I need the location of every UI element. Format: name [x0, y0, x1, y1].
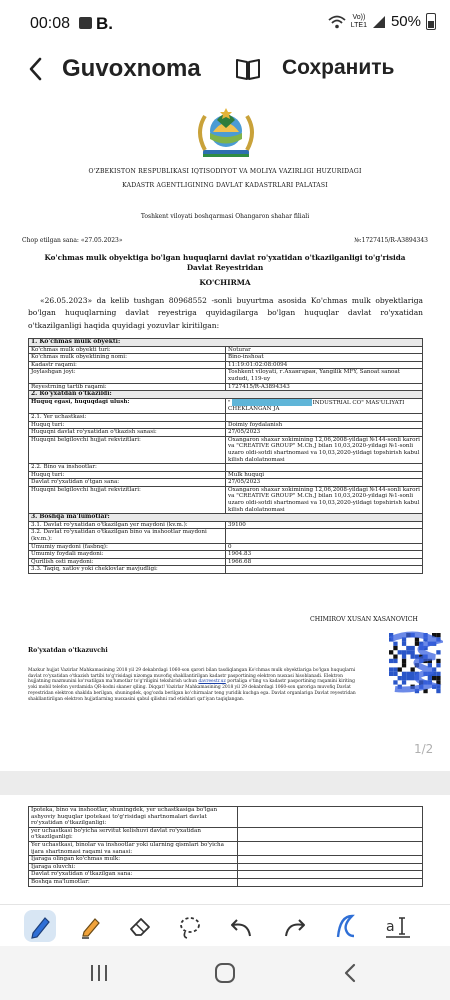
row-label: 2.1. Yer uchastkasi: — [29, 413, 226, 421]
eraser-icon[interactable] — [124, 910, 156, 942]
battery-percent: 50% — [390, 13, 421, 30]
svg-text:a: a — [386, 919, 395, 935]
row-value — [226, 464, 423, 472]
row-value: 39100 — [226, 521, 423, 529]
table-row — [29, 841, 423, 855]
row-value: 27/05/2023 — [226, 479, 423, 487]
table-row — [29, 413, 423, 421]
text-recognition-icon[interactable] — [382, 910, 414, 942]
row-value: 1904.83 — [226, 551, 423, 559]
table-row — [29, 529, 423, 543]
row-value: 1966.68 — [226, 558, 423, 566]
document-page-2 — [0, 795, 450, 904]
row-label: yer uchastkasi bo'yicha servitut kelishuvi davlat ro'yxatidan o'tkazilganligi: — [29, 827, 238, 841]
row-value: 27/05/2023 — [226, 429, 423, 437]
pen-icon[interactable] — [24, 910, 56, 942]
row-label: Ijaraga olingan ko'chmas mulk: — [29, 856, 238, 864]
intro-paragraph: «26.05.2023» da kelib tushgan 80968552 -sonli buyurtma asosida Ko'chmas mulk obyektlariga bo'lgan huquqlarning davlat reyestriga quyidagilarga bo'lgan huquqlar davlat ro'yxatidan o'tkazilganligi haqida quyidagi yozuvlar kiritilgan: — [28, 296, 423, 330]
home-icon[interactable] — [212, 960, 238, 986]
row-value — [238, 827, 423, 841]
document-page-1 — [0, 96, 450, 771]
row-label: 3.1. Davlat ro'yxatidan o'tkazilgan yer maydoni (kv.m.): — [29, 521, 226, 529]
section-heading: 1. Ko'chmas mulk obyekti: — [29, 339, 423, 347]
table-row — [29, 863, 423, 871]
row-label: Boshqa ma'lumotlar: — [29, 878, 238, 886]
row-label: 3.2. Davlat ro'yxatidan o'tkazilgan bino va inshootlar maydoni (kv.m.): — [29, 529, 226, 543]
table-row — [29, 354, 423, 362]
row-label: Ipoteka, bino va inshootlar, shuningdek, yer uchastkasiga bo'lgan ashyoviy huquqlar ipotekasi to'g'risidagi shartnomalari davlat ro'yxatidan o'tkazilganligi: — [29, 807, 238, 828]
row-value — [226, 529, 423, 543]
table-row — [29, 871, 423, 879]
row-label: Huquqni davlat ro'yxatidan o'tkazish sanasi: — [29, 429, 226, 437]
row-label: Huquq turi: — [29, 471, 226, 479]
network-indicator: Vo)) LTE1 — [350, 13, 367, 29]
gallery-icon — [79, 17, 92, 29]
row-label: Joylashgan joyi: — [29, 369, 226, 383]
property-details-table — [28, 338, 423, 574]
table-row — [29, 391, 423, 399]
table-row — [29, 514, 423, 522]
table-row — [29, 421, 423, 429]
row-value — [238, 807, 423, 828]
branch-name: Toshkent viloyati boshqarmasi Ohangaron shahar filiali — [140, 213, 310, 220]
table-row — [29, 566, 423, 574]
row-value: Bino-inshoat — [226, 354, 423, 362]
legal-footnote: Mazkur hujjat Vazirlar Mahkamasining 2018 yil 29 dekabrdagi 1060-son qarori bilan tasdiqlangan Ko'chmas mulk obyektlariga bo'lgan huquqlarni davlat ro'yxatidan o'tkazish tartibi to'g'risidagi nizomga muvofiq shakllantirilgan kadastr pasportining elektron nusxasi hisoblanadi. Elektron hujjatning mazmunini ko'rsatilgan ma'lumotlar to'g'riligini tekshirish uchun davreestr.uz portaliga o'ting va kadastr pasportining raqamini kiriting yoki mobil telefon yordamida QR-kodni skaner qiling. Diqqat! Vazirlar Mahkamasining 2018 yil 29 dekabrdagi 1060-son qaroriga muvofiq Davlat reyestridan elektron shaklda berilgan, shuningdek, qog'ozda berilgan ko'chirmalar teng yuridik kuchga ega. Davlat organlariga Davlat reyestridan shakllantirilgan elektron hujjatlarning nusxasini qabul qilishni rad etishlari qat'iyan taqiqlangan. — [28, 668, 356, 702]
row-label: Umumiy foydali maydoni: — [29, 551, 226, 559]
row-value: 1727415/R-A3894343 — [226, 383, 423, 391]
row-value: Mulk huquqi — [226, 471, 423, 479]
row-value — [238, 878, 423, 886]
row-value: Noturar — [226, 346, 423, 354]
row-label: 2.2. Bino va inshootlar: — [29, 464, 226, 472]
document-subtitle: KO'CHIRMA — [199, 278, 251, 287]
qr-code-icon — [385, 627, 443, 697]
row-value: 11:19:01:02:08:0094 — [226, 361, 423, 369]
recents-icon[interactable] — [86, 960, 112, 986]
row-label: Huquq turi: — [29, 421, 226, 429]
highlighter-icon[interactable] — [74, 910, 106, 942]
issued-date: Chop etilgan sana: «27.05.2023» — [22, 237, 123, 244]
table-row — [29, 856, 423, 864]
table-row — [29, 429, 423, 437]
section-heading: 2. Ro'yxatdan o'tkazildi: — [29, 391, 423, 399]
row-label: Reyestrning tartib raqami: — [29, 383, 226, 391]
row-value — [238, 871, 423, 879]
row-value: Doimiy foydalanish — [226, 421, 423, 429]
row-value — [238, 863, 423, 871]
table-row — [29, 543, 423, 551]
annotation-toolbar — [0, 904, 450, 946]
table-row — [29, 827, 423, 841]
undo-icon[interactable] — [226, 910, 258, 942]
table-row — [29, 464, 423, 472]
table-row — [29, 346, 423, 354]
system-nav-bar — [0, 946, 450, 1000]
document-heading: Ko'chmas mulk obyektiga bo'lgan huquqlarni davlat ro'yxatidan o'tkazilganligi to'g'risida Davlat Reyestridan — [44, 253, 406, 272]
row-label: Ijaraga oluvchi: — [29, 863, 238, 871]
row-label: Huquqni belgilovchi hujjat rekvizitlari: — [29, 486, 226, 513]
carrier-badge: B. — [96, 14, 113, 33]
row-value: Oxangaron shaxar xokimining 12,06,2008-yildagi №144-sonli karori va "CREATIVE GROUP" M.Ch.J bilan 10,03,2020-yildagi №1-sonli uzaro oldi-sotdi shartnomasi va 10,03,2020-yildagi topshirish kabul kilish dalolatnomasi — [226, 486, 423, 513]
signal-icon — [372, 15, 386, 29]
back-nav-icon[interactable] — [338, 960, 364, 986]
spen-icon[interactable] — [330, 910, 362, 942]
table-row — [29, 551, 423, 559]
davreestr-link[interactable]: davreestr.uz — [198, 679, 226, 685]
row-value — [226, 566, 423, 574]
row-value: Oxangaron shaxar xokimining 12,06,2008-yildagi №144-sonli karori va "CREATIVE GROUP" M.Ch.J bilan 10,03,2020-yildagi №1-sonli uzaro oldi-sotdi shartnomasi va 10,03,2020-yildagi topshirish kabul kilish dalolatnomasi — [226, 436, 423, 463]
lasso-select-icon[interactable] — [174, 910, 206, 942]
table-row — [29, 383, 423, 391]
table-row — [29, 339, 423, 347]
row-label: Davlat ro'yxatidan o'tkazilgan sana: — [29, 871, 238, 879]
document-number: №:1727415/R-A3894343 — [353, 237, 428, 244]
redo-icon[interactable] — [278, 910, 310, 942]
wifi-icon — [328, 15, 346, 29]
row-value — [226, 413, 423, 421]
row-label: Ko'chmas mulk obyektining nomi: — [29, 354, 226, 362]
table-row — [29, 486, 423, 513]
section-heading: 3. Boshqa ma'lumotlar: — [29, 514, 423, 522]
table-row — [29, 878, 423, 886]
app-bar — [0, 44, 450, 96]
row-value — [238, 856, 423, 864]
table-row — [29, 479, 423, 487]
row-value — [226, 398, 423, 413]
table-row — [29, 398, 423, 413]
status-right — [328, 13, 436, 30]
row-label: Qurilish osti maydoni: — [29, 558, 226, 566]
ministry-name: O'ZBEKISTON RESPUBLIKASI IQTISODIYOT VA MOLIYA VAZIRLIGI HUZURIDAGI — [88, 168, 362, 175]
status-time: 00:08 — [30, 15, 71, 32]
table-row — [29, 558, 423, 566]
page-indicator: 1/2 — [414, 742, 434, 756]
table-row — [29, 361, 423, 369]
row-label: Huquq egasi, huquqdagi ulush: — [29, 398, 226, 413]
owner-prefix: " — [228, 399, 231, 406]
row-label: Kadastr raqami: — [29, 361, 226, 369]
table-row — [29, 521, 423, 529]
page-title: Guvoxnoma — [62, 55, 201, 82]
document-viewer[interactable] — [0, 96, 450, 904]
table-row — [29, 807, 423, 828]
table-row — [29, 369, 423, 383]
table-row — [29, 436, 423, 463]
row-value: 0 — [226, 543, 423, 551]
row-label: Ko'chmas mulk obyekti turi: — [29, 346, 226, 354]
row-label: Umumiy maydoni (fasbnq): — [29, 543, 226, 551]
row-label: 3.3. Taqiq, xatlov yoki cheklovlar mavjudligi: — [29, 566, 226, 574]
save-button[interactable]: Сохранить — [282, 56, 395, 79]
owner-name: INDUSTRIAL CO" MAS'ULIYATI CHEKLANGAN JA — [228, 399, 405, 413]
redaction-mark — [232, 399, 312, 406]
signer-name: CHIMIROV XUSAN XASANOVICH — [310, 616, 418, 623]
row-label: Yer uchastkasi, binolar va inshootlar yoki ularning qismlari bo'yicha ijara shartnomasi raqami va sanasi: — [29, 841, 238, 855]
back-arrow-icon[interactable] — [22, 54, 52, 84]
encumbrance-table — [28, 806, 423, 887]
battery-icon — [426, 13, 436, 30]
table-row — [29, 471, 423, 479]
state-emblem-icon — [193, 106, 259, 162]
status-bar — [0, 0, 450, 44]
registrar-label: Ro'yxatdan o'tkazuvchi — [28, 647, 108, 654]
row-label: Davlat ro'yxatidan o'tgan sana: — [29, 479, 226, 487]
row-value: Toshkent viloyati, г.Ахангаран, Yangilik MFY, Sanoat sanoat xududi, 119-uy — [226, 369, 423, 383]
agency-name: KADASTR AGENTLIGINING DAVLAT KADASTRLARI PALATASI — [122, 182, 328, 189]
row-value — [238, 841, 423, 855]
row-label: Huquqni belgilovchi hujjat rekvizitlari: — [29, 436, 226, 463]
reader-mode-icon[interactable] — [234, 56, 262, 82]
